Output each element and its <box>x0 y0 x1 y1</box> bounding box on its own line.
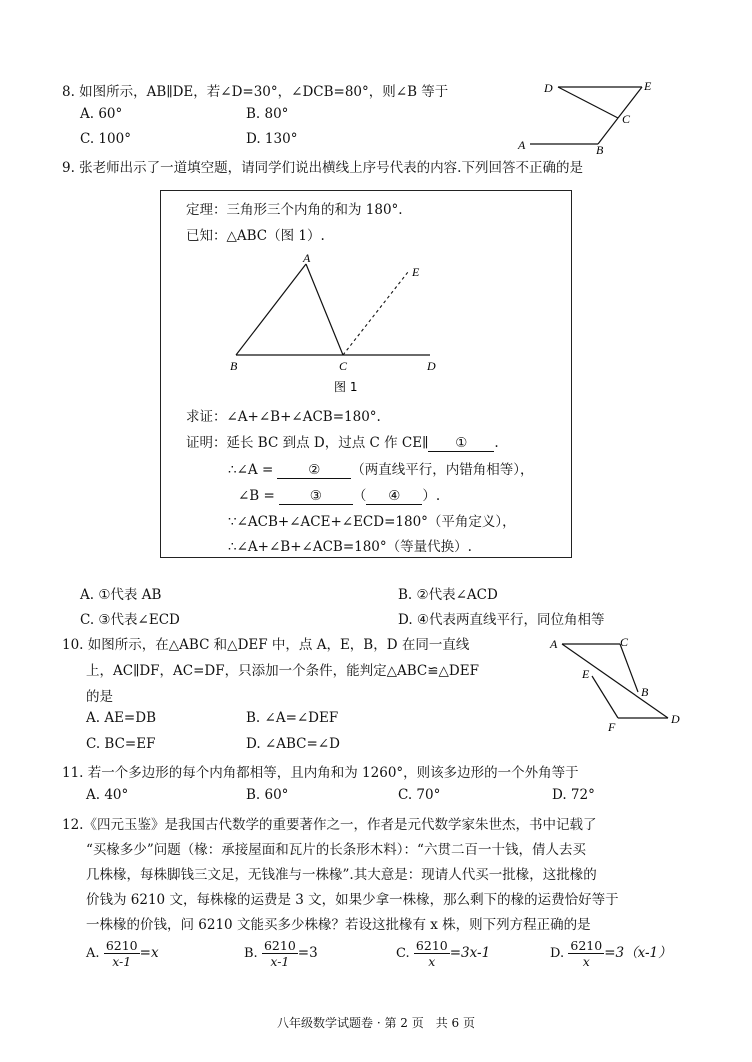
q10-option-b: B. ∠A=∠DEF <box>246 710 339 726</box>
q9-option-d: D. ④代表两直线平行，同位角相等 <box>398 612 605 628</box>
q10-option-c: C. BC=EF <box>86 736 156 752</box>
q12-option-b-label: B. <box>244 946 258 961</box>
q9-proof2-pre: ∴∠A = <box>228 462 274 478</box>
q12-option-d <box>550 938 672 969</box>
q9-label-b: B <box>230 359 238 373</box>
q8-option-c: C. 100° <box>80 131 131 147</box>
q10-stem-line-2: 上，AC∥DF，AC=DF，只添加一个条件，能判定△ABC≌△DEF <box>86 663 479 679</box>
q10-label-e: E <box>582 667 590 681</box>
q12-line-3: 几株椽，每株脚钱三文足，无钱准与一株椽”.其大意是：现请人代买一批椽，这批椽的 <box>86 867 597 883</box>
q9-proof-line-1 <box>186 431 499 452</box>
q12-option-a-label: A. <box>86 946 100 961</box>
q9-label-e: E <box>412 265 420 279</box>
q8-stem: 8. 如图所示，AB∥DE，若∠D=30°，∠DCB=80°，则∠B 等于 <box>62 84 449 100</box>
q11-stem: 11. 若一个多边形的每个内角都相等，且内角和为 1260°，则该多边形的一个外角等于 <box>62 765 579 781</box>
q11-option-b: B. 60° <box>246 787 289 803</box>
q9-option-b: B. ②代表∠ACD <box>398 587 498 603</box>
q12-option-a-den: x-1 <box>112 954 132 969</box>
q12-option-d-num: 6210 <box>570 938 603 953</box>
q9-proof1-pre: 证明：延长 BC 到点 D，过点 C 作 CE∥ <box>186 435 429 451</box>
page-footer: 八年级数学试题卷 · 第 2 页 共 6 页 <box>277 1016 475 1030</box>
q12-option-b-fraction <box>262 938 298 969</box>
q8-label-d: D <box>544 81 553 95</box>
q11-option-a: A. 40° <box>86 787 129 803</box>
q12-option-b-den: x-1 <box>270 954 290 969</box>
q9-blank-1: ① <box>428 435 494 452</box>
q11-option-c: C. 70° <box>398 787 441 803</box>
q9-option-a: A. ①代表 AB <box>80 587 162 603</box>
q9-label-d: D <box>427 359 436 373</box>
q10-label-c: C <box>620 635 629 649</box>
q9-proof1-post: . <box>494 435 499 451</box>
q9-blank-3: ③ <box>279 488 353 505</box>
q12-option-a-num: 6210 <box>105 938 138 953</box>
q10-stem-line-1: 10. 如图所示，在△ABC 和△DEF 中，点 A，E，B，D 在同一直线 <box>62 637 470 653</box>
q8-option-a: A. 60° <box>80 106 123 122</box>
q10-label-a: A <box>550 637 558 651</box>
q12-option-d-label: D. <box>550 946 565 961</box>
q8-label-e: E <box>644 79 652 93</box>
q9-proof2-post: （两直线平行，内错角相等）， <box>351 462 534 478</box>
q12-option-a-fraction <box>104 938 140 969</box>
q12-line-2: “买椽多少”问题（椽：承接屋面和瓦片的长条形木料）：“六贯二百一十钱，倩人去买 <box>86 842 586 858</box>
q8-label-c: C <box>622 112 631 126</box>
q11-option-d: D. 72° <box>552 787 595 803</box>
q9-proof3-mid: （ <box>352 488 367 504</box>
q10-figure <box>540 632 690 732</box>
q8-label-b: B <box>596 143 604 157</box>
q8-label-a: A <box>518 138 526 152</box>
q12-option-c-num: 6210 <box>415 938 448 953</box>
q10-label-b: B <box>641 685 649 699</box>
q10-label-f: F <box>608 720 616 734</box>
q9-theorem: 定理：三角形三个内角的和为 180°. <box>186 202 403 218</box>
q9-figure-1 <box>222 248 452 398</box>
q10-label-d: D <box>671 712 680 726</box>
q12-option-d-den: x <box>582 954 590 969</box>
q9-proof3-pre: ∠B = <box>238 488 275 504</box>
q12-option-b <box>244 938 318 969</box>
q9-figure-caption: 图 1 <box>334 380 358 394</box>
q10-option-d: D. ∠ABC=∠D <box>246 736 340 752</box>
q12-option-c <box>396 938 490 969</box>
q9-proof-line-5: ∴∠A+∠B+∠ACB=180°（等量代换）. <box>228 539 472 555</box>
q9-blank-4: ④ <box>366 488 422 505</box>
q9-blank-2: ② <box>277 462 351 479</box>
q12-option-d-rhs: =3（x-1） <box>604 945 672 961</box>
q12-line-4: 价钱为 6210 文，每株椽的运费是 3 文，如果少拿一株椽，那么剩下的椽的运费恰好等于 <box>86 892 619 908</box>
q12-option-d-fraction <box>568 938 604 969</box>
q12-option-c-fraction <box>414 938 450 969</box>
q8-option-d: D. 130° <box>246 131 298 147</box>
q12-option-b-num: 6210 <box>263 938 296 953</box>
q10-option-a: A. AE=DB <box>86 710 156 726</box>
q12-option-a <box>86 938 159 969</box>
q12-option-c-rhs: =3x-1 <box>449 945 491 961</box>
q12-line-1: 12.《四元玉鉴》是我国古代数学的重要著作之一，作者是元代数学家朱世杰，书中记载了 <box>62 817 597 833</box>
q9-known: 已知：△ABC（图 1）. <box>186 228 325 244</box>
q9-proof-line-4: ∵∠ACB+∠ACE+∠ECD=180°（平角定义）， <box>228 514 516 530</box>
q8-option-b: B. 80° <box>246 106 289 122</box>
q12-option-b-rhs: =3 <box>297 945 318 961</box>
q9-label-c: C <box>339 359 348 373</box>
q12-line-5: 一株椽的价钱，问 6210 文能买多少株椽？若设这批椽有 x 株，则下列方程正确的是 <box>86 917 591 933</box>
q12-option-c-den: x <box>428 954 436 969</box>
q9-prove: 求证：∠A+∠B+∠ACB=180°. <box>186 409 381 425</box>
q9-proof-line-3 <box>238 484 440 505</box>
q12-option-a-rhs: =x <box>139 945 159 961</box>
q9-proof-line-2 <box>228 458 534 479</box>
q9-stem: 9. 张老师出示了一道填空题，请同学们说出横线上序号代表的内容.下列回答不正确的是 <box>62 160 583 176</box>
q9-proof3-post: ）. <box>422 488 441 504</box>
q9-label-a: A <box>303 251 311 265</box>
q9-option-c: C. ③代表∠ECD <box>80 612 180 628</box>
q8-figure <box>518 72 670 157</box>
q10-stem-line-3: 的是 <box>86 689 113 705</box>
q12-option-c-label: C. <box>396 946 410 961</box>
